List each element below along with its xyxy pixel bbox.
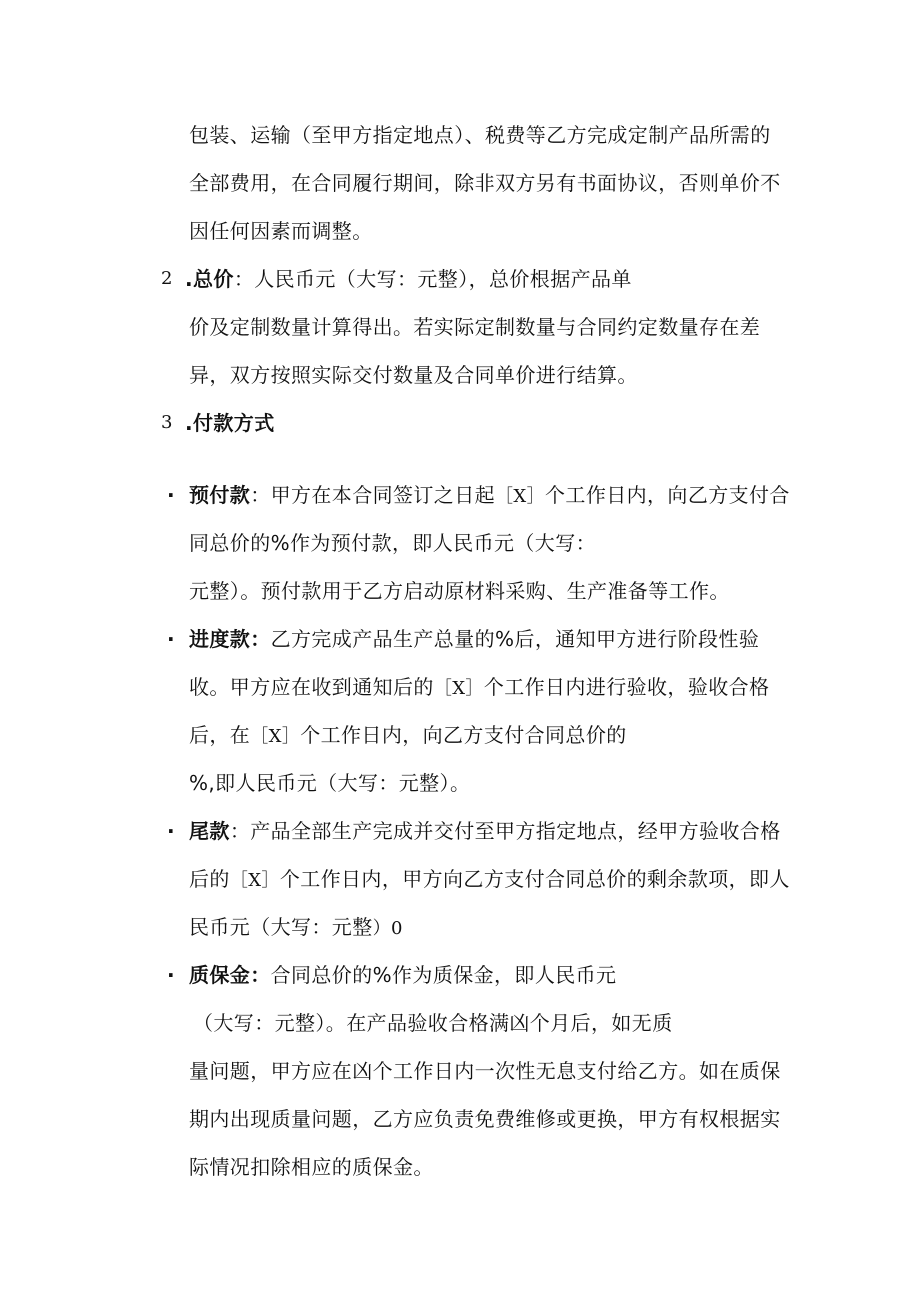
warranty-line-4: 期内出现质量问题，乙方应负责免费维修或更换，甲方有权根据实: [189, 1107, 781, 1131]
bullet-final: ·: [167, 819, 175, 843]
prepayment-line-3: 元整）。预付款用于乙方启动原材料采购、生产准备等工作。: [189, 579, 730, 603]
progress-line-3: 后，在［X］个工作日内，向乙方支付合同总价的: [189, 723, 627, 747]
warranty-line-1: 质保金：合同总价的%作为质保金，即人民币元: [189, 963, 617, 987]
placeholder-x: ［X］: [229, 870, 280, 891]
warranty-title: 质保金：: [189, 963, 271, 987]
intro-line-2: 全部费用，在合同履行期间，除非双方另有书面协议，否则单价不: [189, 171, 781, 195]
bullet-warranty: ·: [167, 963, 175, 987]
progress-line-4: %,即人民币元（大写：元整）。: [189, 771, 471, 795]
section-2-number: 2: [161, 268, 173, 289]
progress-line-2: 收。甲方应在收到通知后的［X］个工作日内进行验收，验收合格: [189, 675, 770, 699]
section-2-title: .总价: [185, 267, 234, 291]
final-line-3: 民币元（大写：元整）0: [189, 915, 403, 939]
prepayment-title: 预付款: [189, 483, 251, 507]
placeholder-x: ［X］: [433, 678, 484, 699]
warranty-line-2: （大写：元整）。在产品验收合格满凶个月后，如无质: [193, 1011, 673, 1035]
section-2-line-3: 异，双方按照实际交付数量及合同单价进行结算。: [189, 363, 638, 387]
section-2-line-1: [185, 265, 632, 293]
progress-line-1: 进度款：乙方完成产品生产总量的%后，通知甲方进行阶段性验: [189, 627, 760, 651]
final-line-1: 尾款：产品全部生产完成并交付至甲方指定地点，经甲方验收合格: [189, 819, 781, 843]
intro-line-3: 因任何因素而调整。: [189, 219, 373, 243]
warranty-line-3: 量问题，甲方应在凶个工作日内一次性无息支付给乙方。如在质保: [189, 1059, 781, 1083]
bullet-prepayment: ·: [167, 483, 175, 507]
prepayment-line-2: 同总价的%作为预付款，即人民币元（大写：: [189, 531, 597, 555]
intro-line-1: 包装、运输（至甲方指定地点）、税费等乙方完成定制产品所需的: [189, 123, 771, 147]
placeholder-x: ［X］: [250, 726, 301, 747]
final-line-2: 后的［X］个工作日内，甲方向乙方支付合同总价的剩余款项，即人: [189, 867, 790, 891]
section-3-number: 3: [161, 412, 173, 433]
warranty-line-5: 际情况扣除相应的质保金。: [189, 1155, 434, 1179]
section-2-line-2: 价及定制数量计算得出。若实际定制数量与合同约定数量存在差: [189, 315, 761, 339]
progress-title: 进度款：: [189, 627, 271, 651]
section-2-line-1-text: ：人民币元（大写：元整），总价根据产品单: [233, 267, 632, 291]
final-title: 尾款: [189, 819, 230, 843]
bullet-progress: ·: [167, 627, 175, 651]
section-3-title: .付款方式: [185, 411, 275, 435]
placeholder-x: ［X］: [495, 486, 546, 507]
prepayment-line-1: 预付款：甲方在本合同签订之日起［X］个工作日内，向乙方支付合: [189, 483, 790, 507]
